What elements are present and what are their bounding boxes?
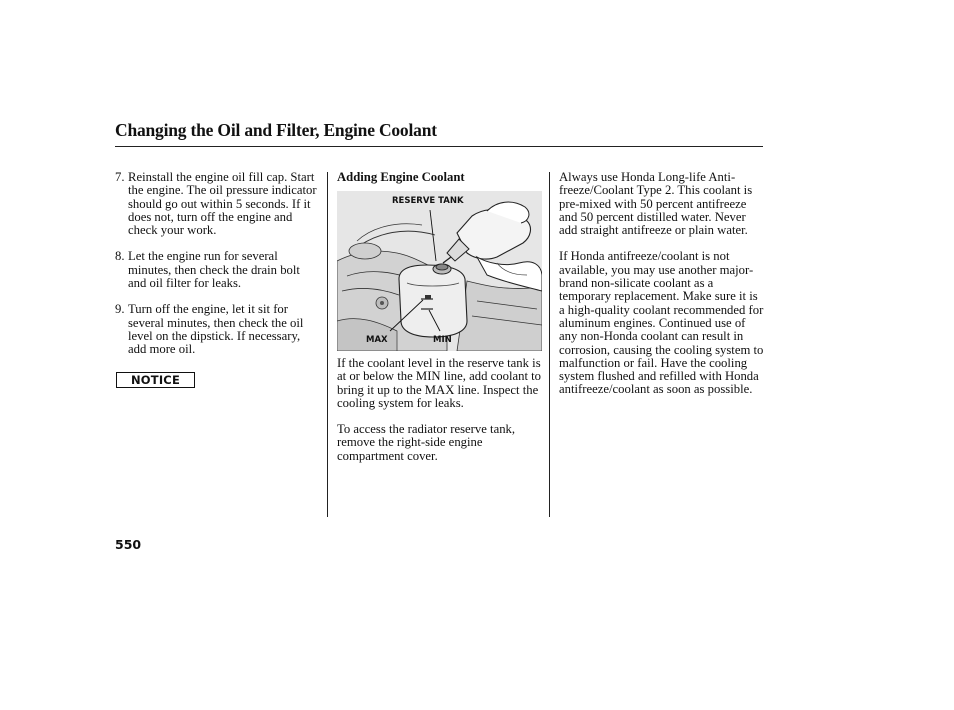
max-label: MAX xyxy=(366,335,388,345)
right-column xyxy=(559,171,765,410)
step-text: Reinstall the engine oil fill cap. Start the engine. The oil pressure indicator should go out within 5 seconds. If it does not, turn off the engine and check your work. xyxy=(128,170,317,238)
step-number: 7. xyxy=(115,170,125,184)
substitute-coolant-paragraph: If Honda antifreeze/coolant is not available, you may use another major-brand non-silicate coolant as a temporary replacement. Make sure it is a high-quality coolant recommended for aluminum engines. Continued use of any non-Honda coolant can result in corrosion, causing the cooling system to malfunction or fail. Have the cooling system flushed and refilled with Honda antifreeze/coolant as soon as possible. xyxy=(559,249,764,397)
coolant-type-paragraph: Always use Honda Long-life Anti-freeze/Coolant Type 2. This coolant is pre-mixed with 50 percent antifreeze and 50 percent distilled water. Never add straight antifreeze or plain water. xyxy=(559,170,753,238)
page-title: Changing the Oil and Filter, Engine Coolant xyxy=(115,120,437,140)
step-text: Let the engine run for several minutes, then check the drain bolt and oil filter for leaks. xyxy=(128,249,300,291)
page-number: 550 xyxy=(115,537,142,552)
step-7 xyxy=(115,171,321,237)
reserve-tank-label: RESERVE TANK xyxy=(392,196,464,206)
engine-bay-drawing xyxy=(337,191,542,351)
middle-column-text xyxy=(337,357,545,476)
coolant-level-paragraph: If the coolant level in the reserve tank is at or below the MIN line, add coolant to bring it up to the MAX line. Inspect the cooling system for leaks. xyxy=(337,356,542,410)
title-divider xyxy=(115,146,763,147)
access-paragraph: To access the radiator reserve tank, remove the right-side engine compartment cover. xyxy=(337,422,516,463)
notice-label: NOTICE xyxy=(116,372,195,388)
step-number: 9. xyxy=(115,302,125,317)
min-label: MIN xyxy=(433,335,452,345)
column-divider-right xyxy=(549,172,550,517)
column-divider-left xyxy=(327,172,328,517)
step-text: Turn off the engine, let it sit for several minutes, then check the oil level on the dipstick. If necessary, add more oil. xyxy=(128,302,304,357)
step-8 xyxy=(115,250,321,290)
section-heading: Adding Engine Coolant xyxy=(337,170,465,184)
step-9 xyxy=(115,303,321,356)
step-number: 8. xyxy=(115,249,125,264)
reserve-tank-illustration xyxy=(337,191,542,351)
left-column xyxy=(115,171,321,370)
